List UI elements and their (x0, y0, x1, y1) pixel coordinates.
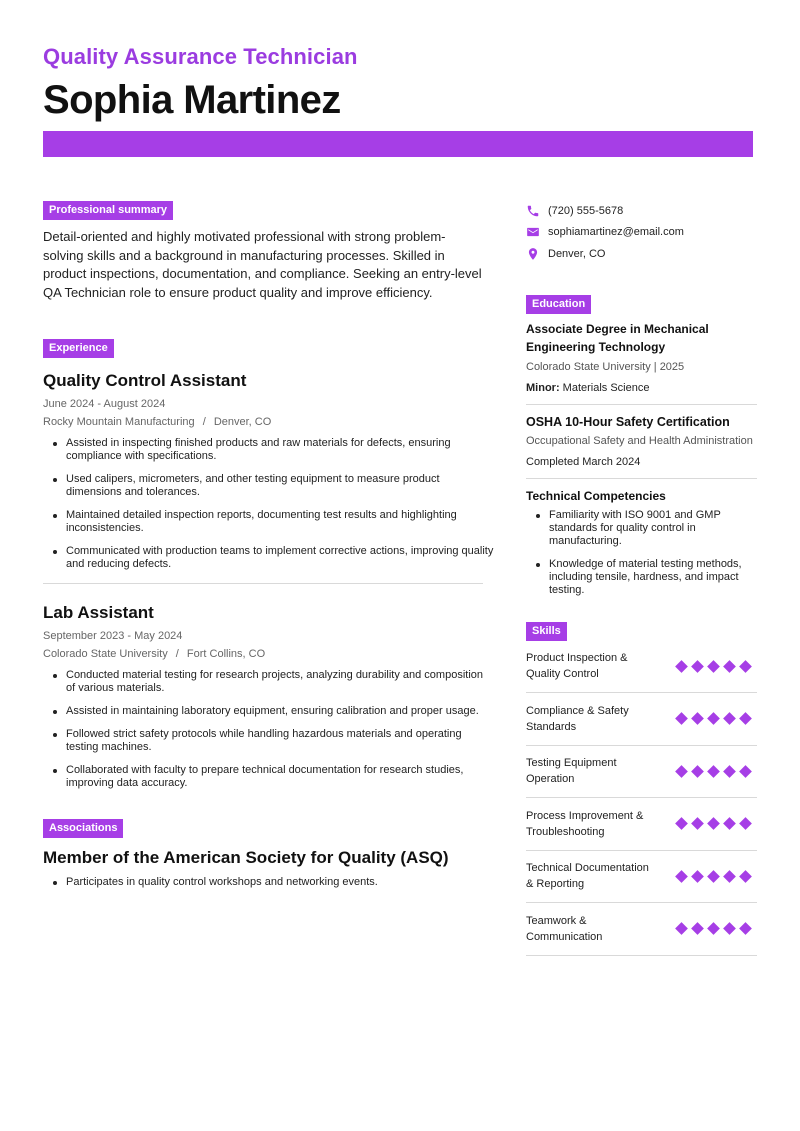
section-divider (526, 404, 757, 405)
skill-row (526, 693, 757, 746)
skill-row (526, 798, 757, 851)
rating-diamond (723, 817, 736, 830)
rating-diamond (691, 870, 704, 883)
rating-diamond (691, 817, 704, 830)
cert-org: Occupational Safety and Health Administration (526, 434, 753, 447)
job-sep: / (175, 648, 179, 660)
skill-rating (675, 817, 752, 830)
phone-icon (526, 204, 540, 218)
rating-diamond (739, 922, 752, 935)
minor-value: Materials Science (559, 381, 650, 394)
contact-email (526, 222, 757, 244)
tech-bullet: Familiarity with ISO 9001 and GMP standards for quality control in manufacturing. (526, 509, 757, 548)
job-entry (43, 371, 495, 571)
rating-diamond (675, 660, 688, 673)
rating-diamond (691, 712, 704, 725)
skills-heading: Skills (526, 622, 567, 641)
rating-diamond (691, 922, 704, 935)
skill-name: Compliance & Safety Standards (526, 704, 629, 733)
rating-diamond (691, 765, 704, 778)
rating-diamond (675, 817, 688, 830)
skill-name: Technical Documentation & Reporting (526, 862, 649, 891)
degree-title: Associate Degree in Mechanical Engineering Technology (526, 321, 709, 354)
rating-diamond (675, 922, 688, 935)
job-bullet: Followed strict safety protocols while handling hazardous materials and operating testing machines. (43, 728, 495, 754)
skill-name: Process Improvement & Troubleshooting (526, 809, 644, 838)
job-bullet: Assisted in inspecting finished products and raw materials for defects, ensuring compliance with specifications. (43, 437, 495, 463)
job-entry (43, 603, 495, 790)
skill-rating (675, 765, 752, 778)
rating-diamond (723, 712, 736, 725)
job-bullet: Communicated with production teams to implement corrective actions, improving quality and reducing defects. (43, 545, 495, 571)
job-location: Denver, CO (213, 416, 272, 428)
email-icon (526, 225, 540, 239)
rating-diamond (691, 660, 704, 673)
job-org-line (43, 413, 495, 431)
skill-row (526, 641, 757, 694)
section-divider (43, 583, 483, 584)
summary-heading: Professional summary (43, 201, 173, 220)
job-bullet: Used calipers, micrometers, and other testing equipment to measure product dimensions and tolerances. (43, 473, 495, 499)
skill-row (526, 746, 757, 799)
job-dates: September 2023 - May 2024 (43, 630, 183, 642)
rating-diamond (707, 660, 720, 673)
location-pin-icon (526, 247, 540, 261)
skill-rating (675, 712, 752, 725)
contact-block (526, 200, 757, 265)
candidate-name: Sophia Martinez (43, 78, 341, 122)
tech-bullets (526, 509, 757, 597)
association-bullets (43, 876, 495, 889)
skill-rating (675, 660, 752, 673)
cert-title: OSHA 10-Hour Safety Certification (526, 414, 730, 429)
tech-bullet: Knowledge of material testing methods, including tensile, hardness, and impact testing. (526, 558, 757, 597)
rating-diamond (675, 712, 688, 725)
job-org: Colorado State University (43, 648, 168, 660)
contact-location (526, 243, 757, 265)
tech-title: Technical Competencies (526, 488, 666, 503)
section-divider (526, 478, 757, 479)
experience-heading: Experience (43, 339, 114, 358)
rating-diamond (723, 765, 736, 778)
rating-diamond (707, 765, 720, 778)
job-dates: June 2024 - August 2024 (43, 398, 166, 410)
rating-diamond (739, 870, 752, 883)
skill-row (526, 851, 757, 904)
right-column (526, 200, 757, 956)
job-title: Quality Assurance Technician (43, 44, 358, 69)
job-bullet: Collaborated with faculty to prepare technical documentation for research studies, improving data accuracy. (43, 764, 495, 790)
minor-line (526, 380, 757, 396)
rating-diamond (707, 870, 720, 883)
skill-rating (675, 870, 752, 883)
job-bullets (43, 437, 495, 571)
email-text: sophiamartinez@email.com (548, 226, 684, 239)
association-bullet: Participates in quality control workshops and networking events. (43, 876, 495, 889)
rating-diamond (707, 922, 720, 935)
phone-text: (720) 555-5678 (548, 204, 624, 217)
rating-diamond (739, 712, 752, 725)
cert-date: Completed March 2024 (526, 455, 641, 468)
skills-list (526, 641, 757, 956)
skill-name: Product Inspection & Quality Control (526, 652, 628, 681)
rating-diamond (739, 660, 752, 673)
job-bullets (43, 669, 495, 790)
location-text: Denver, CO (548, 247, 606, 260)
rating-diamond (675, 765, 688, 778)
rating-diamond (739, 765, 752, 778)
rating-diamond (675, 870, 688, 883)
skill-row (526, 903, 757, 956)
skill-name: Testing Equipment Operation (526, 757, 617, 786)
rating-diamond (707, 712, 720, 725)
job-bullet: Conducted material testing for research projects, analyzing durability and composition of various materials. (43, 669, 495, 695)
associations-heading: Associations (43, 819, 123, 838)
job-bullet: Maintained detailed inspection reports, documenting test results and highlighting inconsistencies. (43, 509, 495, 535)
skill-rating (675, 922, 752, 935)
rating-diamond (723, 660, 736, 673)
job-location: Fort Collins, CO (186, 648, 266, 660)
job-role: Lab Assistant (43, 603, 154, 622)
school-line: Colorado State University | 2025 (526, 360, 685, 373)
contact-phone (526, 200, 757, 222)
job-org: Rocky Mountain Manufacturing (43, 416, 195, 428)
rating-diamond (723, 922, 736, 935)
summary-text: Detail-oriented and highly motivated professional with strong problem-solving skills and a background in manufacturing processes. Skilled in product inspections, documentation, and compliance. Seeking an entry-level QA Technician role to ensure product quality and improve efficiency. (43, 229, 482, 300)
job-sep: / (202, 416, 206, 428)
header-banner (43, 131, 753, 157)
rating-diamond (707, 817, 720, 830)
education-heading: Education (526, 295, 591, 314)
rating-diamond (723, 870, 736, 883)
skill-name: Teamwork & Communication (526, 914, 603, 943)
minor-label: Minor: (526, 381, 560, 394)
left-column (43, 200, 495, 899)
job-role: Quality Control Assistant (43, 371, 247, 390)
association-title: Member of the American Society for Quality (ASQ) (43, 848, 449, 867)
job-bullet: Assisted in maintaining laboratory equipment, ensuring calibration and proper usage. (43, 705, 495, 718)
rating-diamond (739, 817, 752, 830)
job-org-line (43, 645, 495, 663)
